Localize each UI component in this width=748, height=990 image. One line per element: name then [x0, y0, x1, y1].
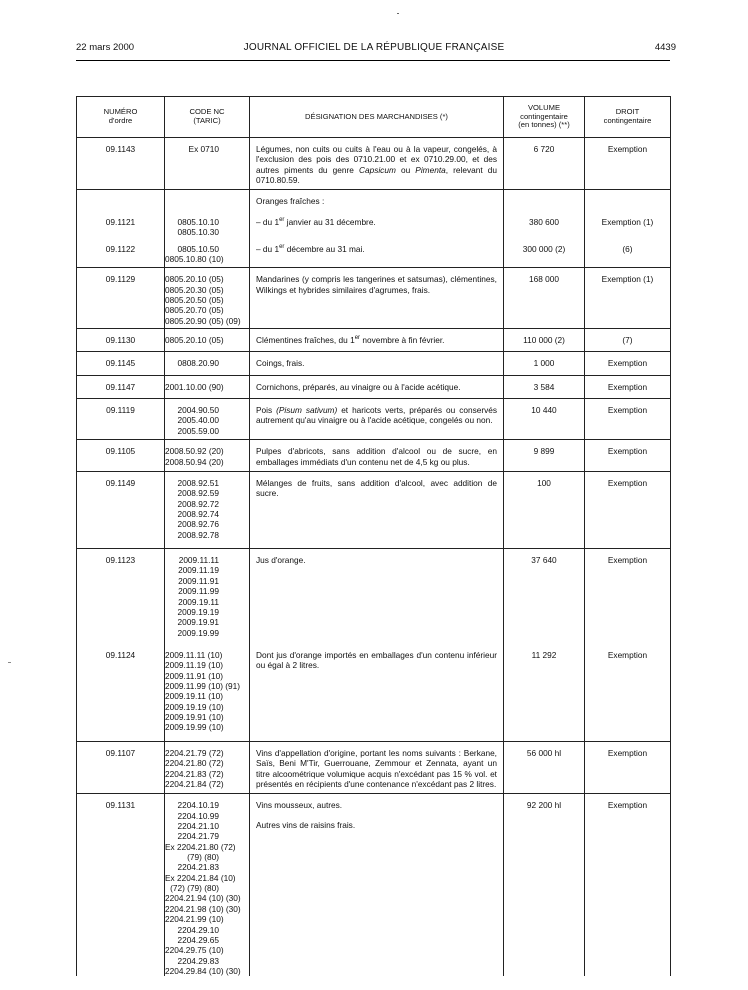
text-line: 2005.40.00 [177, 415, 219, 426]
text-line: 2008.92.72 [177, 498, 219, 509]
table-row [77, 138, 671, 190]
row-vol: 37 640 [504, 549, 585, 644]
text-line: (79) (80) [187, 852, 219, 863]
text-line: 2009.11.11 (10) [165, 649, 223, 660]
text-line: 2001.10.00 (90) [165, 381, 224, 392]
row-droit: Exemption (1) [585, 211, 671, 238]
row-num: 09.1124 [77, 644, 165, 741]
row-desc: – du 1er décembre au 31 mai. [250, 238, 504, 268]
header-page-number: 4439 [654, 42, 676, 53]
text-line: 2204.21.84 (72) [165, 778, 224, 789]
row-codes [165, 644, 250, 741]
row-num: 09.1105 [77, 440, 165, 472]
row-num: 09.1145 [77, 352, 165, 375]
table-row [77, 238, 671, 268]
text-line: 2005.59.00 [177, 425, 219, 436]
row-codes [165, 741, 250, 793]
text-line: 2009.11.19 (10) [165, 660, 223, 671]
text-line: 2204.21.94 (10) (30) [165, 893, 241, 904]
row-droit [585, 190, 671, 211]
table-row [77, 352, 671, 375]
text-line: 0805.10.10 [177, 216, 219, 227]
text-line: 0808.20.90 [177, 358, 219, 369]
text-line: 2008.92.76 [177, 519, 219, 530]
row-num: 09.1123 [77, 549, 165, 644]
row-vol: 3 584 [504, 375, 585, 398]
row-num: 09.1143 [77, 138, 165, 190]
row-droit: Exemption [585, 549, 671, 644]
text-line: 2204.29.83 [177, 955, 219, 966]
text-line: 2009.19.11 (10) [165, 691, 223, 702]
text-line: 2204.21.98 (10) (30) [165, 903, 241, 914]
text-line: 0805.20.70 (05) [165, 305, 224, 316]
text-line: VOLUME [527, 102, 561, 112]
text-line: 2204.29.75 (10) [165, 945, 224, 956]
text-line: 2204.21.99 (10) [165, 914, 224, 925]
row-droit: Exemption [585, 138, 671, 190]
tariff-quota-table [76, 96, 671, 976]
row-vol: 168 000 [504, 268, 585, 329]
row-desc: Dont jus d'orange importés en emballages d'un contenu inférieur ou égal à 2 litres. [250, 644, 504, 741]
row-num [77, 190, 165, 211]
row-codes [165, 238, 250, 268]
row-desc [250, 794, 504, 977]
row-vol: 11 292 [504, 644, 585, 741]
text-line: 0805.20.30 (05) [165, 284, 224, 295]
table-row [77, 211, 671, 238]
row-num: 09.1149 [77, 471, 165, 548]
header-date: 22 mars 2000 [76, 42, 135, 53]
row-num: 09.1122 [77, 238, 165, 268]
row-codes [165, 138, 250, 190]
text-line: contingentaire [520, 111, 568, 121]
row-desc: Cornichons, préparés, au vinaigre ou à l'acide acétique. [250, 375, 504, 398]
table-row [77, 190, 671, 211]
header-journal-title: JOURNAL OFFICIEL DE LA RÉPUBLIQUE FRANÇAISE [243, 42, 505, 53]
row-codes [165, 190, 250, 211]
text-line: 2009.11.91 [178, 575, 219, 586]
text-line: 2204.21.10 [177, 820, 219, 831]
table-row [77, 440, 671, 472]
row-desc: Légumes, non cuits ou cuits à l'eau ou à la vapeur, congelés, à l'exclusion des pois des 0710.21.00 et ex 0710.29.00, et des autres piments du genre Capsicum ou Pimenta, relevant du 0710.80.59. [250, 138, 504, 190]
text-line: NUMÉRO [103, 107, 138, 117]
text-line: DROIT [615, 107, 640, 117]
row-num: 09.1131 [77, 794, 165, 977]
text-line: 2204.21.79 (72) [165, 747, 224, 758]
row-droit: Exemption [585, 352, 671, 375]
row-droit: Exemption [585, 375, 671, 398]
row-vol: 10 440 [504, 399, 585, 440]
text-line: 2008.92.74 [177, 508, 219, 519]
col-header-vol [504, 97, 585, 138]
row-codes [165, 375, 250, 398]
text-line: 2204.21.79 [177, 831, 219, 842]
row-num: 09.1147 [77, 375, 165, 398]
row-desc: – du 1er janvier au 31 décembre. [250, 211, 504, 238]
text-line: 2204.10.99 [177, 810, 219, 821]
row-droit: Exemption [585, 741, 671, 793]
text-line: 2009.19.11 [178, 596, 219, 607]
text-line: 2008.92.59 [177, 488, 219, 499]
text-line: Ex 0710 [188, 144, 219, 154]
text-line: 2008.92.78 [177, 529, 219, 540]
row-vol: 92 200 hl [504, 794, 585, 977]
row-desc: Clémentines fraîches, du 1er novembre à fin février. [250, 329, 504, 352]
row-droit: Exemption [585, 471, 671, 548]
row-desc: Coings, frais. [250, 352, 504, 375]
col-vol-label [504, 104, 584, 130]
row-desc: Jus d'orange. [250, 549, 504, 644]
scan-speck [397, 13, 399, 14]
row-desc: Pois (Pisum sativum) et haricots verts, préparés ou conservés autrement qu'au vinaigre ou à l'acide acétique, congelés ou non. [250, 399, 504, 440]
row-vol: 300 000 (2) [504, 238, 585, 268]
row-droit: Exemption (1) [585, 268, 671, 329]
page-header [0, 42, 748, 58]
text-line: 2009.19.19 [177, 606, 219, 617]
header-rule [76, 60, 670, 61]
text-line: 2009.19.99 (10) [165, 722, 224, 733]
text-line: 2009.11.19 [178, 565, 219, 576]
text-line: 2008.92.51 [177, 477, 219, 488]
text-line: (72) (79) (80) [170, 883, 219, 894]
text-line: 2009.19.19 (10) [165, 701, 224, 712]
text-line: 0805.20.90 (05) (09) [165, 315, 241, 326]
table-row [77, 375, 671, 398]
row-droit: Exemption [585, 399, 671, 440]
row-codes [165, 794, 250, 977]
row-codes [165, 352, 250, 375]
row-desc: Mélanges de fruits, sans addition d'alcool, avec addition de sucre. [250, 471, 504, 548]
text-line: Ex 2204.21.80 (72) [165, 841, 236, 852]
scan-speck [8, 662, 11, 663]
row-droit: Exemption [585, 794, 671, 977]
row-codes [165, 471, 250, 548]
row-droit: (6) [585, 238, 671, 268]
col-desc-label: DÉSIGNATION DES MARCHANDISES (*) [305, 111, 448, 121]
text-line: 2204.29.65 [177, 934, 219, 945]
text-line: CODE NC [189, 107, 225, 117]
col-header-num [77, 97, 165, 138]
text-line: 2009.11.91 (10) [165, 670, 223, 681]
row-droit: Exemption [585, 644, 671, 741]
row-vol: 110 000 (2) [504, 329, 585, 352]
row-vol: 56 000 hl [504, 741, 585, 793]
table-row [77, 471, 671, 548]
row-desc: Oranges fraîches : [250, 190, 504, 211]
row-codes [165, 440, 250, 472]
text-line: 0805.20.50 (05) [165, 294, 224, 305]
col-header-code [165, 97, 250, 138]
table-row [77, 329, 671, 352]
text-line: 2204.21.83 (72) [165, 768, 224, 779]
text-line: 0805.10.80 (10) [165, 253, 224, 264]
text-line: 2008.50.92 (20) [165, 446, 224, 457]
text-line: 2009.19.91 [177, 617, 219, 628]
row-vol: 9 899 [504, 440, 585, 472]
text-line: 2204.29.84 (10) (30) [165, 966, 241, 976]
text-line: (en tonnes) (**) [518, 120, 570, 130]
text-line: 2204.21.83 [177, 862, 219, 873]
text-line: d'ordre [108, 116, 133, 125]
row-codes [165, 211, 250, 238]
text-line: 2009.11.11 [178, 555, 219, 566]
text-line: contingentaire [603, 116, 652, 125]
row-droit: (7) [585, 329, 671, 352]
table-row [77, 741, 671, 793]
text-line: (TARIC) [193, 116, 221, 125]
row-desc-line: Autres vins de raisins frais. [256, 819, 356, 830]
text-line: 2009.19.99 [177, 627, 219, 638]
text-line: 2009.19.91 (10) [165, 712, 224, 723]
text-line: 0805.10.30 [177, 227, 219, 238]
col-header-droit [585, 97, 671, 138]
table-row [77, 399, 671, 440]
row-droit: Exemption [585, 440, 671, 472]
row-num: 09.1130 [77, 329, 165, 352]
col-droit-label [585, 108, 670, 125]
text-line: 2204.10.19 [177, 800, 219, 811]
row-desc: Mandarines (y compris les tangerines et satsumas), clémentines, Wilkings et hybrides similaires d'agrumes, frais. [250, 268, 504, 329]
row-codes [165, 268, 250, 329]
text-line: 2204.29.10 [177, 924, 219, 935]
row-vol: 1 000 [504, 352, 585, 375]
col-num-label [77, 108, 164, 125]
table-row [77, 549, 671, 644]
row-num: 09.1121 [77, 211, 165, 238]
row-desc: Pulpes d'abricots, sans addition d'alcool ou de sucre, en emballages immédiats d'un contenu net de 4,5 kg ou plus. [250, 440, 504, 472]
text-line: 2009.11.99 (10) (91) [165, 681, 241, 692]
row-codes [165, 549, 250, 644]
row-vol: 6 720 [504, 138, 585, 190]
text-line: 2204.21.80 (72) [165, 758, 224, 769]
row-desc-line: Vins mousseux, autres. [256, 800, 343, 811]
row-num: 09.1107 [77, 741, 165, 793]
text-line: 0805.20.10 (05) [165, 335, 224, 346]
table-row [77, 794, 671, 977]
row-num: 09.1129 [77, 268, 165, 329]
col-code-label [165, 108, 249, 125]
text-line: 2009.11.99 [178, 586, 219, 597]
row-vol [504, 190, 585, 211]
row-num: 09.1119 [77, 399, 165, 440]
text-line: 2004.90.50 [177, 405, 219, 416]
row-vol: 100 [504, 471, 585, 548]
row-desc: Vins d'appellation d'origine, portant les noms suivants : Berkane, Saïs, Beni M'Tir, Guerrouane, Zemmour et Zennata, ayant un titre alcoométrique volumique acquis n'excédant pas 15 % vol. et présentés en récipients d'une contenance n'excédant pas 2 litres. [250, 741, 504, 793]
text-line: Ex 2204.21.84 (10) [165, 872, 236, 883]
text-line: 2008.50.94 (20) [165, 456, 224, 467]
col-header-desc [250, 97, 504, 138]
text-line: 0805.10.50 [177, 243, 219, 254]
row-vol: 380 600 [504, 211, 585, 238]
table-row [77, 644, 671, 741]
row-codes [165, 399, 250, 440]
row-codes [165, 329, 250, 352]
text-line: 0805.20.10 (05) [165, 274, 224, 285]
table-row [77, 268, 671, 329]
